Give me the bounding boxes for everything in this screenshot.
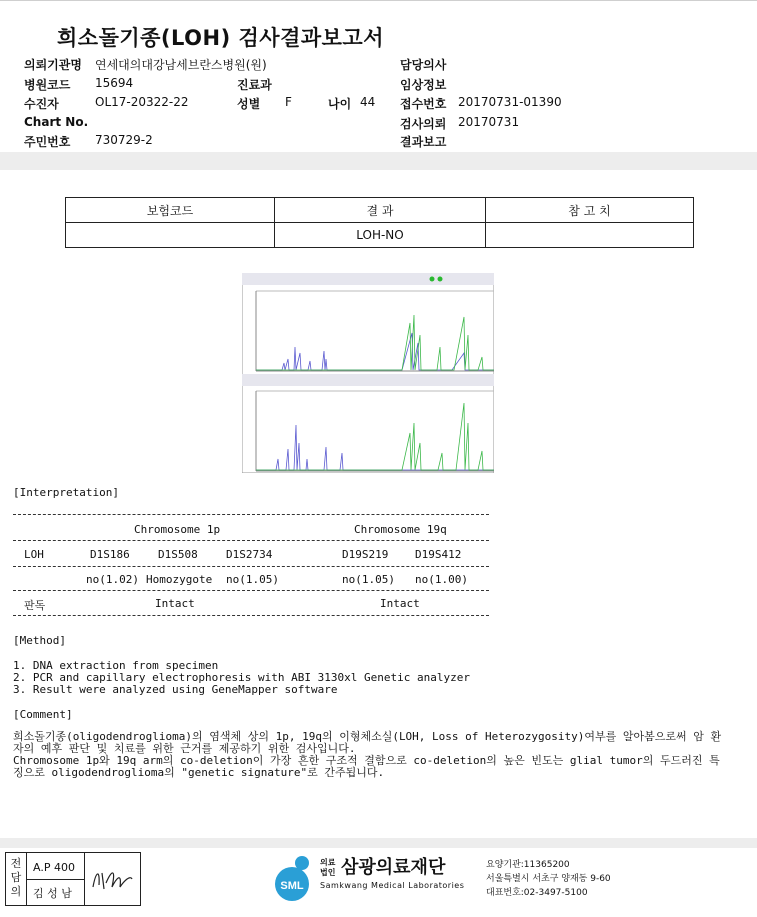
label-resident-no: 주민번호 — [24, 135, 71, 149]
interp-rule-2 — [13, 540, 489, 541]
interp-rule-4 — [13, 590, 489, 591]
label-receipt-no: 접수번호 — [400, 97, 447, 111]
sml-logo-icon — [268, 854, 316, 902]
org-phone: 대표번호:02-3497-5100 — [486, 888, 588, 898]
comment-line-3: Chromosome 1p와 19q arm의 co-deletion이 가장 흔한 구조적 결함으로 co-deletion의 높은 빈도는 glial tumor의 두드러진 특 — [13, 754, 720, 767]
org-code: 요양기관:11365200 — [486, 860, 570, 870]
sml-logo-text: SML — [280, 880, 304, 892]
interpretation-heading: [Interpretation] — [13, 486, 119, 499]
label-request-date: 검사의뢰 — [400, 117, 447, 131]
label-report-date: 결과보고 — [400, 135, 447, 149]
label-age: 나이 — [328, 97, 352, 111]
value-hospital-code: 15694 — [95, 76, 134, 90]
signature-box — [5, 852, 141, 906]
value-resident-no: 730729-2 — [95, 133, 153, 147]
org-prefix-bottom: 법인 — [320, 868, 336, 877]
label-department: 진료과 — [237, 78, 272, 92]
result-table — [65, 197, 694, 248]
label-hospital-code: 병원코드 — [24, 78, 71, 92]
value-receipt-no: 20170731-01390 — [458, 95, 562, 109]
method-item-1: 1. DNA extraction from specimen — [13, 659, 219, 672]
doctor-name: 김 성 남 — [33, 887, 72, 900]
value-d1s186: no(1.02) — [86, 573, 139, 586]
label-sex: 성별 — [237, 97, 261, 111]
footer-divider-band — [0, 838, 757, 848]
col-insurance-code: 보험코드 — [66, 198, 275, 223]
marker-d1s186: D1S186 — [90, 548, 130, 561]
electropherogram-image — [242, 273, 494, 473]
value-d1s508: Homozygote — [146, 573, 213, 586]
header-divider-band — [0, 152, 757, 170]
top-border — [0, 0, 757, 1]
value-d1s2734: no(1.05) — [226, 573, 279, 586]
marker-d19s219: D19S219 — [342, 548, 389, 561]
org-address: 서울특별시 서초구 양재동 9-60 — [486, 874, 611, 884]
marker-d1s2734: D1S2734 — [226, 548, 273, 561]
interp-loh-label: LOH — [24, 548, 44, 561]
value-sex: F — [285, 95, 292, 109]
marker-d19s412: D19S412 — [415, 548, 462, 561]
org-prefix-top: 의료 — [320, 858, 336, 867]
method-heading: [Method] — [13, 634, 66, 647]
col-reference: 참 고 치 — [486, 198, 694, 223]
marker-d1s508: D1S508 — [158, 548, 198, 561]
value-request-date: 20170731 — [458, 115, 520, 129]
label-patient: 수진자 — [24, 97, 59, 111]
label-chart-no: Chart No. — [24, 115, 89, 129]
method-item-2: 2. PCR and capillary electrophoresis with ABI 3130xl Genetic analyzer — [13, 671, 470, 684]
org-name: 삼광의료재단 — [341, 857, 446, 878]
value-institution: 연세대의대강남세브란스병원(원) — [95, 58, 267, 72]
interp-rule-1 — [13, 514, 489, 515]
value-patient: OL17-20322-22 — [95, 95, 189, 109]
interp-rule-5 — [13, 615, 489, 616]
col-result: 결 과 — [275, 198, 486, 223]
value-d19s412: no(1.00) — [415, 573, 468, 586]
report-title: 희소돌기종(LOH) 검사결과보고서 — [57, 26, 384, 50]
comment-line-4: 징으로 oligodendroglioma의 "genetic signature"로 간주됩니다. — [13, 766, 385, 779]
comment-line-1: 희소돌기종(oligodendroglioma)의 염색체 상의 1p, 19q의 이형체소실(LOH, Loss of Heterozygosity)여부를 알아봄으로써 암 환 — [13, 730, 722, 743]
org-prefix — [320, 858, 335, 878]
value-age: 44 — [360, 95, 376, 109]
cell-insurance-code — [66, 223, 275, 248]
label-institution: 의뢰기관명 — [24, 58, 82, 72]
method-item-3: 3. Result were analyzed using GeneMapper software — [13, 683, 338, 696]
result-table-header — [66, 198, 694, 223]
cell-result: LOH-NO — [275, 223, 486, 248]
ap-code: A.P 400 — [33, 861, 75, 874]
label-clinical-info: 임상정보 — [400, 78, 447, 92]
judge-19q: Intact — [380, 597, 420, 610]
stamp-label: 전담의 — [10, 857, 22, 898]
cell-reference — [486, 223, 694, 248]
judge-1p: Intact — [155, 597, 195, 610]
label-doctor: 담당의사 — [400, 58, 447, 72]
interp-rule-3 — [13, 566, 489, 567]
value-d19s219: no(1.05) — [342, 573, 395, 586]
comment-heading: [Comment] — [13, 708, 73, 721]
comment-line-2: 자의 예후 판단 및 치료를 위한 근거를 제공하기 위한 검사입니다. — [13, 742, 356, 755]
judge-label: 판독 — [24, 599, 46, 612]
org-name-en: Samkwang Medical Laboratories — [320, 881, 465, 890]
comment-text — [13, 731, 743, 779]
signature-image — [90, 865, 134, 895]
interp-chrom-19q: Chromosome 19q — [354, 523, 447, 536]
interp-chrom-1p: Chromosome 1p — [134, 523, 221, 536]
result-table-row — [66, 223, 694, 248]
